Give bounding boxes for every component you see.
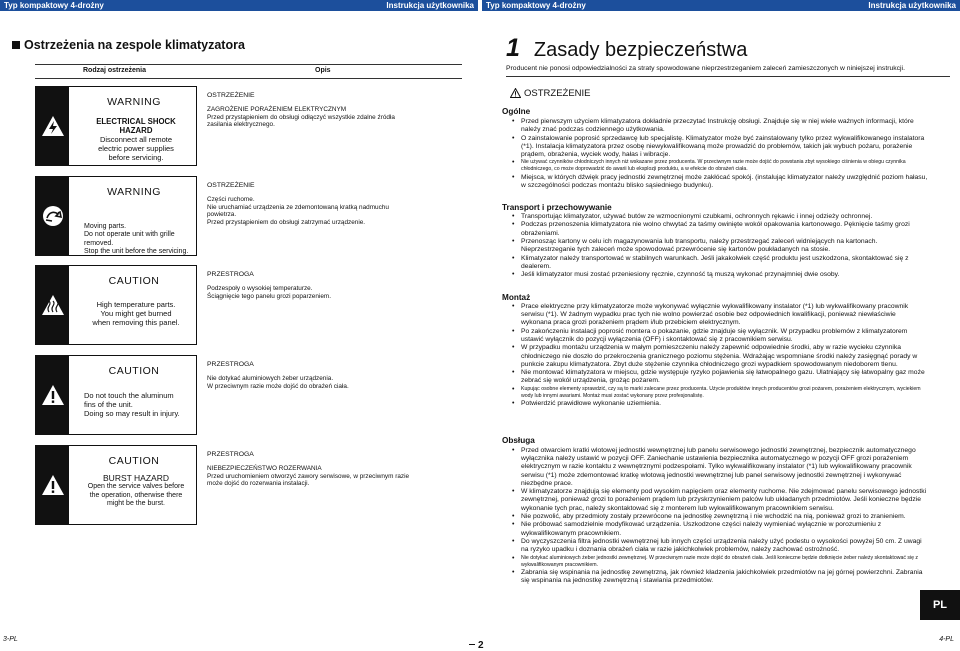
col-header-desc: Opis [315,67,331,74]
hot-surface-icon [36,266,69,344]
list-item: • Przed pierwszym użyciem klimatyzatora dokładnie przeczytać Instrukcję obsługi. Znajduje się w niej wiele ważnych informacji, które należy znać podczas codziennego użytkowania. [512,118,928,134]
warning-label [35,355,197,435]
list-item: • Klimatyzator należy transportować w stabilnych warunkach. Jeśli jakakolwiek część produktu jest uszkodzona, skontaktować się z dealerem. [512,255,928,271]
page-number-left: 3-PL [3,636,18,643]
exclamation-warning-icon [36,356,69,434]
list-item: • W przypadku montażu urządzenia w małym pomieszczeniu należy zapewnić odpowiednie środki, aby w razie wycieku czynnika chłodniczego nie doszło do przekroczenia granicznego poziomu stężenia. Wdrażając wspomniane środki należy zasięgnąć porady w punkcie zakupu klimatyzatora. Zbyt duże stężenie czynnika chłodniczego grozi wypadkiem spowodowanym niedoborem tlenu. [512,344,928,369]
header-bar-right [482,0,960,11]
list-item: • Jeśli klimatyzator musi zostać przeniesiony ręcznie, czynność tą muszą wykonać przynajmniej dwie osoby. [512,271,928,279]
label-text: Moving parts. Do not operate unit with grille removed. Stop the unit before the servicing. [84,223,189,256]
list-item: • O zainstalowanie poprosić sprzedawcę lub specjalistę. Klimatyzator może być zainstalowany tylko przez wykwalifikowanego instalatora (*1). Instalacja klimatyzatora przez osobę niewykwalifikowaną może prowadzić do problemów, takich jak wybuch pożaru, porażenie prądem, obrażenia, wyciek wody, hałas i wibracje. [512,135,928,160]
list-item: • Po zakończeniu instalacji poprosić montera o pokazanie, gdzie znajduje się wyłącznik. W przypadku problemów z klimatyzatorem ustawić wyłącznik do pozycji wyłączenia (OFF) i skontaktować się z pracownikiem serwisu. [512,328,928,344]
list-item: • Do wyczyszczenia filtra jednostki wewnętrznej lub innych części urządzenia należy użyć podestu o wysokości powyżej 50 cm. Z uwagi na ryzyko upadku i doznania obrażeń ciała w razie jakichkolwiek problemów, należy zachować ostrożność. [512,538,928,554]
list-item: • W klimatyzatorze znajdują się elementy pod wysokim napięciem oraz elementy ruchome. Nie zdejmować panelu serwisowego jednostki zewnętrznej, ponieważ grozi to porażeniem prądem lub przyskrzynieniem palców lub układanych przedmiotów. Jeśli konieczne będzie wykonanie tych prac, należy skontaktować się z monterem lub wykwalifikowanym pracownikiem serwisu. [512,488,928,513]
label-heading: CAUTION [108,365,160,377]
list-item: • Nie używać czynników chłodniczych innych niż wskazane przez producenta. W przeciwnym razie może dojść do powstania zbyt wysokiego ciśnienia w obiegu czynnika chłodniczego, co może doprowadzić do awarii lub eksplozji produktu, a w efekcie do obrażeń ciała. [512,159,928,173]
header-left-title: Typ kompaktowy 4-drożny [486,1,586,10]
intro-text: Producent nie ponosi odpowiedzialności za straty spowodowane nieprzestrzeganiem zaleceń zamieszczonych w niniejszej instrukcji. [506,65,905,72]
header-right-title: Instrukcja użytkownika [868,1,956,10]
bullet-list [512,447,928,585]
list-item: • Przed otwarciem kratki wlotowej jednostki wewnętrznej lub panelu serwisowego jednostki zewnętrznej, bezpiecznik automatycznego wyłącznika należy ustawić w pozycji OFF. Zaniechanie ustawienia bezpiecznika automatycznego w pozycji OFF grozi porażeniem elektrycznym w razie kontaktu z wewnętrznymi podzespołami. Tylko wykwalifikowany instalator (*1) lub wykwalifikowany pracownik serwisu (*1) może zdemontować kratkę wlotową jednostki wewnętrznej lub panel serwisowy jednostki zewnętrznej i wykonywać niezbędne prace. [512,447,928,488]
page-title: Ostrzeżenia na zespole klimatyzatora [12,38,245,52]
language-badge: PL [920,590,960,620]
list-item: • Nie montować klimatyzatora w miejscu, gdzie występuje ryzyko pojawienia się łatwopalnego gazu. Ulatniający się łatwopalny gaz może zebrać się wokół urządzenia, grożąc pożarem. [512,369,928,385]
divider [506,76,950,77]
warning-label [35,445,197,525]
electric-shock-icon [36,87,69,165]
section-heading: Montaż [502,293,531,302]
label-heading: CAUTION [108,455,160,467]
label-text: Do not touch the aluminum fins of the unit. Doing so may result in injury. [84,391,180,418]
list-item: • Przenosząc kartony w celu ich magazynowania lub transportu, należy przestrzegać zaleceń widniejących na kartonach. Nieprzestrzeganie tych zaleceń może spowodować przewrócenie się kartonów poukładanych na stosie. [512,238,928,254]
label-heading: WARNING [107,186,161,198]
list-item: • Nie próbować samodzielnie modyfikować urządzenia. Uszkodzone części należy wymieniać wyłącznie w porozumieniu z wykwalifikowanym pracownikiem. [512,521,928,537]
section-heading: Transport i przechowywanie [502,203,612,212]
chapter-title: 1 Zasady bezpieczeństwa [506,34,748,62]
warning-label [35,86,197,166]
list-item: • Zabrania się wspinania na jednostkę zewnętrzną, jak również kładzenia jakichkolwiek przedmiotów na jej górnej powierzchni. Zabrania się wspinania na jednostkę zewnętrzną i stawiania przedmiotów. [512,569,928,585]
square-bullet-icon [12,41,20,49]
section-heading: Ogólne [502,107,531,116]
list-item: • Miejsca, w których dźwięk pracy jednostki zewnętrznej może zakłócać spokój. (instalując klimatyzator należy uwzględnić poziom hałasu, w szczególności podczas montażu blisko sąsiedniego budynku). [512,174,928,190]
center-page-number: 2 [466,640,484,651]
bullet-list [512,303,928,408]
moving-parts-icon [36,177,69,255]
warning-description: OSTRZEŻENIE Części ruchome. Nie uruchamiać urządzenia ze zdemontowaną kratką nadmuchu powietrza. Przed przystąpieniem do obsługi zatrzymać urządzenie. [207,182,389,226]
list-item: • Nie pozwolić, aby przedmioty zostały przewrócone na jednostkę zewnętrzną i nie wchodzić na nią, ponieważ grozi to zranieniem. [512,513,928,521]
header-left-title: Typ kompaktowy 4-drożny [4,1,104,10]
list-item: • Podczas przenoszenia klimatyzatora nie wolno chwytać za taśmy owinięte wokół opakowania kartonowego. Pęknięcie taśmy grozi obrażeniami. [512,221,928,237]
header-right-title: Instrukcja użytkownika [386,1,474,10]
warning-description: OSTRZEŻENIE ZAGROŻENIE PORAŻENIEM ELEKTRYCZNYM Przed przystąpieniem do obsługi odłączyć wszystkie zdalne źródła zasilania elektrycznego. [207,92,395,129]
list-item: • Kupując osobne elementy sprawdzić, czy są to marki zalecane przez producenta. Użycie produktów innych producentów grozi pożarem, porażeniem elektrycznym, wyciekiem wody lub innymi awariami. Montaż musi zostać wykonany przez profesjonalistę. [512,386,928,400]
list-item: • Nie dotykać aluminiowych żeber jednostki zewnętrznej. W przeciwnym razie może dojść do obrażeń ciała. Jeśli konieczne będzie dotknięcie żeber należy skontaktować się z wykwalifikowanym pracownikiem. [512,555,928,569]
warning-heading: OSTRZEŻENIE [510,88,591,101]
chapter-number: 1 [506,34,520,62]
warning-label [35,265,197,345]
warning-description: PRZESTROGA Nie dotykać aluminiowych żeber urządzenia. W przeciwnym razie może dojść do obrażeń ciała. [207,361,349,390]
warning-triangle-icon [510,88,521,101]
warning-description: PRZESTROGA Podzespoły o wysokiej temperaturze. Ściągnięcie tego panelu grozi poparzeniem. [207,271,331,300]
warning-label [35,176,197,256]
label-text: ELECTRICAL SHOCK HAZARD Disconnect all remote electric power supplies before servicing. [96,117,176,162]
label-heading: CAUTION [108,275,160,287]
left-page [0,0,478,651]
list-item: • Potwierdzić prawidłowe wykonanie uziemienia. [512,400,928,408]
right-page [482,0,960,651]
bullet-list [512,213,928,280]
list-item: • Transportując klimatyzator, używać butów ze wzmocnionymi czubkami, ochronnych rękawic i innej odzieży ochronnej. [512,213,928,221]
bullet-list [512,118,928,190]
page-number-right: 4-PL [939,636,954,643]
label-text: BURST HAZARD Open the service valves before the operation, otherwise there might be the burst. [87,473,185,508]
table-header [35,64,462,79]
list-item: • Prace elektryczne przy klimatyzatorze może wykonywać wyłącznie wykwalifikowany instalator (*1) lub wykwalifikowany pracownik serwisu (*1). W żadnym wypadku prac tych nie wolno powierzać osobie bez odpowiednich kwalifikacji, ponieważ niewłaściwie wykonana praca grozi porażeniem prądem i/lub przebiciem elektrycznym. [512,303,928,328]
burst-hazard-icon [36,446,69,524]
col-header-type: Rodzaj ostrzeżenia [83,67,147,74]
warning-description: PRZESTROGA NIEBEZPIECZEŃSTWO ROZERWANIA Przed uruchomieniem otworzyć zawory serwisowe, w przeciwnym razie może dojść do rozerwania instalacji. [207,451,410,488]
section-heading: Obsługa [502,436,535,445]
header-bar-left [0,0,478,11]
label-heading: WARNING [107,96,161,108]
label-text: High temperature parts. You might get burned when removing this panel. [92,300,180,327]
